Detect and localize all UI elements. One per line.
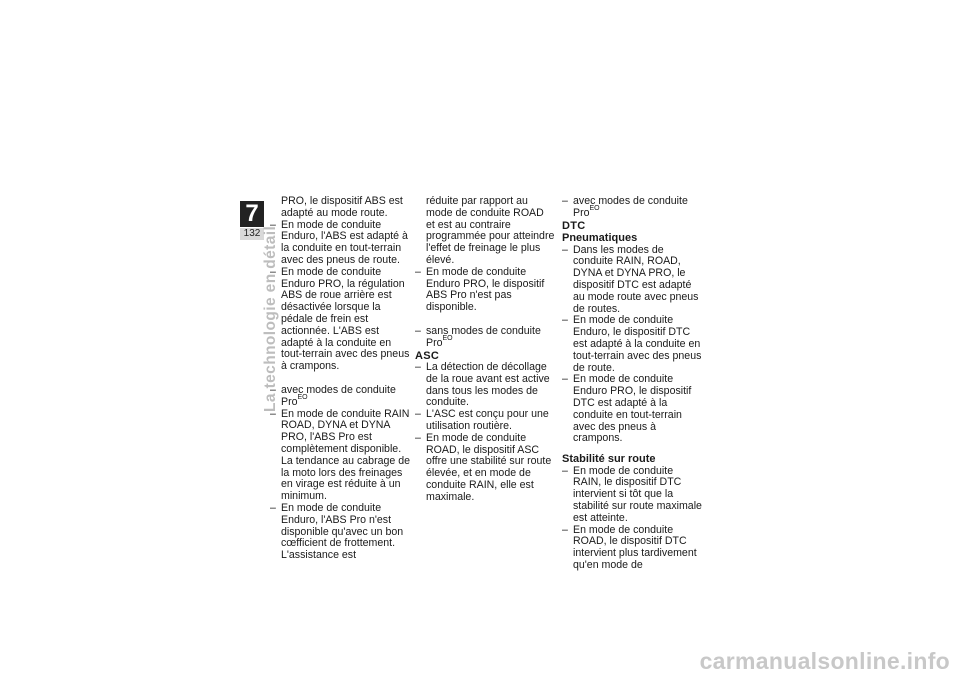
text-column-2 (415, 196, 555, 504)
list-item: – En mode de conduite ROAD, le dispositif DTC intervient plus tardivement qu'en mode de (562, 525, 702, 572)
list-item: – En mode de conduite ROAD, le dispositif ASC offre une stabilité sur route élevée, et en mode de conduite RAIN, elle est maximale. (415, 433, 555, 504)
list-item: – En mode de conduite Enduro, l'ABS est adapté à la conduite en tout-terrain avec des pneus de route. (270, 220, 410, 267)
option-marker: EO (442, 335, 453, 343)
list-item: – En mode de conduite Enduro PRO, la régulation ABS de roue arrière est désactivée lorsque la pédale de frein est actionnée. L'ABS est adapté à la conduite en tout-terrain avec des pneus à crampons. (270, 267, 410, 373)
list-item: – En mode de conduite Enduro, l'ABS Pro n'est disponible qu'avec un bon cœfficient de frottement. L'assistance est (270, 503, 410, 562)
list-item: – En mode de conduite Enduro PRO, le dispositif ABS Pro n'est pas disponible. (415, 267, 555, 314)
mode-condition (415, 326, 555, 350)
chapter-number: 7 (240, 201, 264, 227)
paragraph-continuation: PRO, le dispositif ABS est adapté au mode route. (281, 195, 403, 219)
list-item: – La détection de décollage de la roue avant est active dans tous les modes de conduite. (415, 362, 555, 409)
list-item: – En mode de conduite RAIN ROAD, DYNA et DYNA PRO, l'ABS Pro est complètement disponible. La tendance au cabrage de la moto lors des freinages en virage est réduite à un minimum. (270, 409, 410, 503)
chapter-title: La technologie en détail (262, 225, 279, 412)
chapter-tab (240, 201, 264, 240)
text-column-1 (270, 196, 410, 562)
list-item: – En mode de conduite RAIN, le dispositif DTC intervient si tôt que la stabilité sur route maximale est atteinte. (562, 466, 702, 525)
option-marker: EO (589, 205, 600, 213)
list-item: – En mode de conduite Enduro, le dispositif DTC est adapté à la conduite en tout-terrain avec des pneus de route. (562, 315, 702, 374)
list-item: – En mode de conduite Enduro PRO, le dispositif DTC est adapté à la conduite en tout-terrain avec des pneus à crampons. (562, 374, 702, 445)
option-marker: EO (297, 394, 308, 402)
text-column-3 (562, 196, 702, 572)
mode-condition-text: avec modes de conduite Pro (573, 195, 688, 219)
footer-watermark: carmanualsonline.info (699, 648, 950, 674)
section-heading-asc: ASC (415, 349, 440, 362)
mode-condition-text: sans modes de conduite Pro (426, 324, 541, 349)
list-item: – Dans les modes de conduite RAIN, ROAD, DYNA et DYNA PRO, le dispositif DTC est adapté au mode route avec pneus de routes. (562, 245, 702, 316)
mode-condition (270, 385, 410, 409)
sub-heading-tires: Pneumatiques (562, 232, 638, 245)
list-item: – L'ASC est conçu pour une utilisation routière. (415, 409, 555, 433)
page-number: 132 (240, 228, 264, 240)
mode-condition (562, 196, 702, 220)
sub-heading-stability: Stabilité sur route (562, 453, 656, 466)
section-heading-dtc: DTC (562, 219, 586, 232)
paragraph-continuation: réduite par rapport au mode de conduite ROAD et est au contraire programmée pour atteindre l'effet de freinage le plus élevé. (426, 195, 555, 266)
mode-condition-text: avec modes de conduite Pro (281, 383, 396, 408)
